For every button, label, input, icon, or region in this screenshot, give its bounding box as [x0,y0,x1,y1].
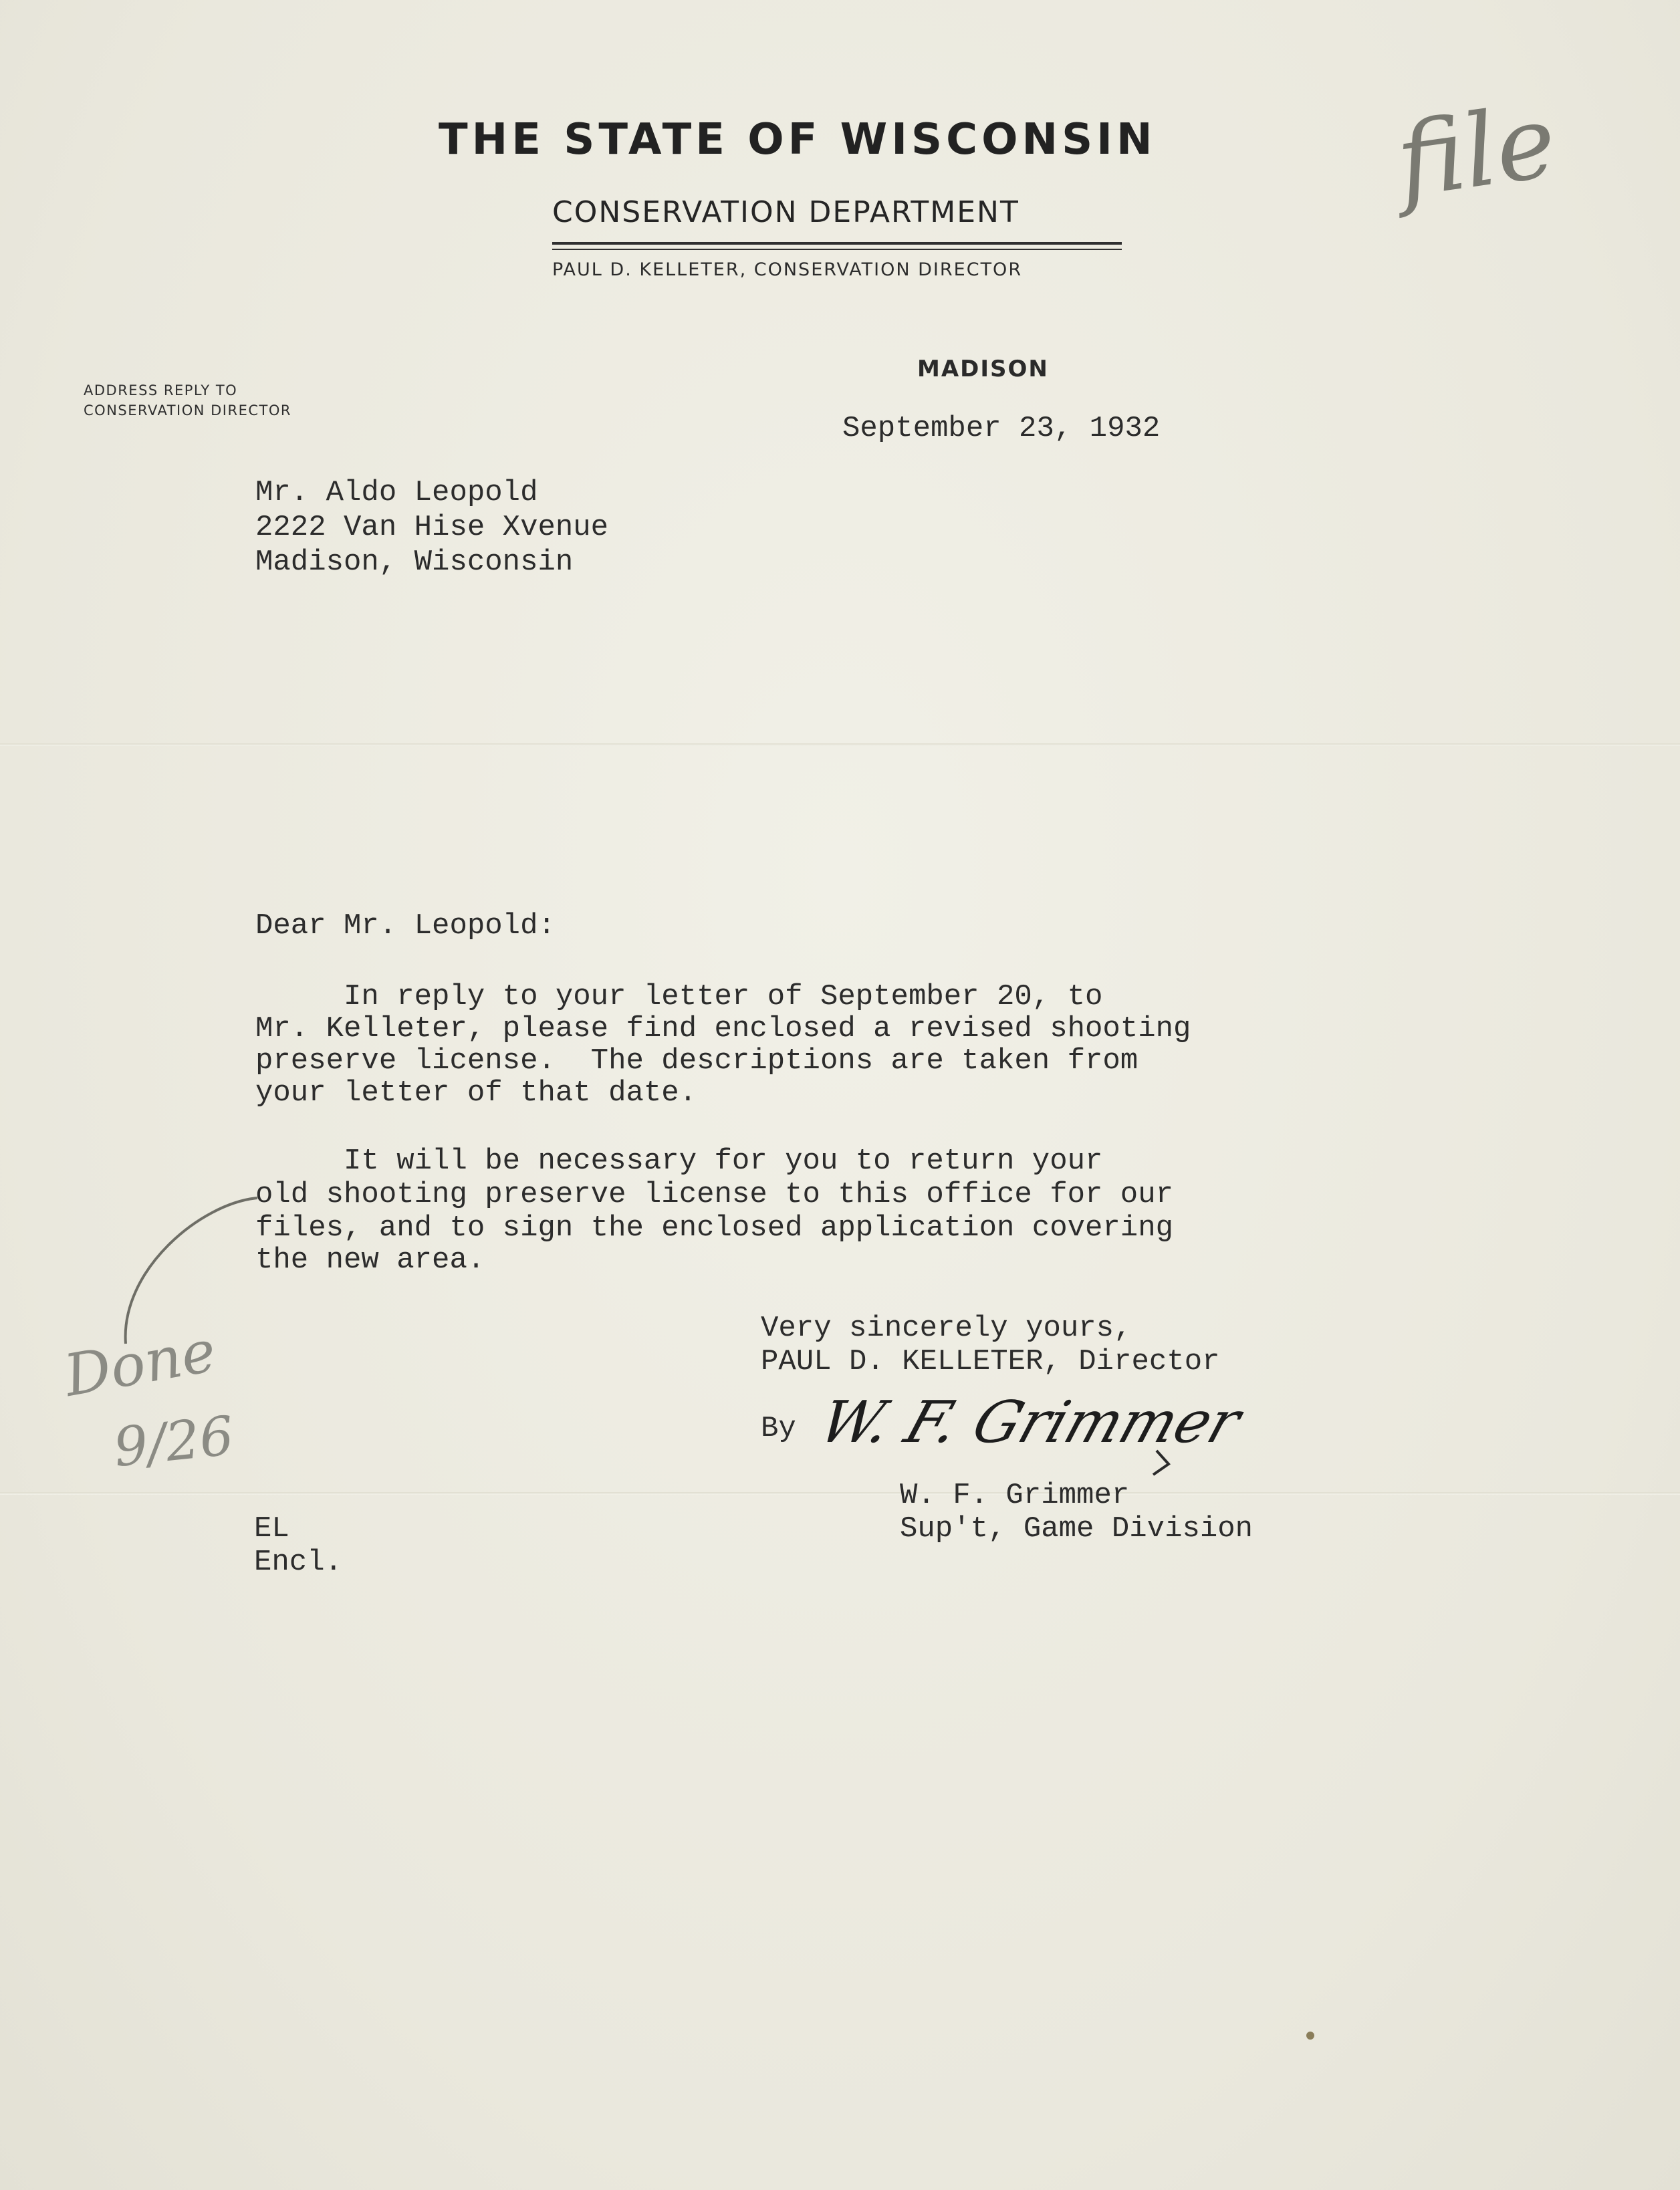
signer-title: Sup't, Game Division [900,1512,1253,1546]
body-line: files, and to sign the enclosed application covering [255,1211,1174,1245]
salutation: Dear Mr. Leopold: [255,909,556,943]
body-line: In reply to your letter of September 20, to [255,980,1103,1013]
letterhead-department: CONSERVATION DEPARTMENT [552,195,1019,229]
body-line: the new area. [255,1243,485,1277]
done-date-annotation: 9/26 [110,1404,237,1479]
body-line: preserve license. The descriptions are taken from [255,1044,1138,1078]
body-line: old shooting preserve license to this office for our [255,1178,1174,1211]
valediction: Very sincerely yours, [761,1312,1132,1345]
address-reply-label: ADDRESS REPLY TO [84,382,238,398]
body-line: It will be necessary for you to return your [255,1144,1103,1178]
handwritten-signature: W. F. Grimmer [811,1389,1249,1456]
signature-by: By [761,1412,796,1445]
letter-date: September 23, 1932 [842,412,1161,445]
body-line: Mr. Kelleter, please find enclosed a revised shooting [255,1012,1191,1046]
recipient-city: Madison, Wisconsin [255,545,574,579]
signature-tick [1153,1451,1169,1475]
recipient-street: 2222 Van Hise Xvenue [255,511,609,544]
done-annotation: Done [59,1318,221,1410]
pencil-check-stroke [126,1198,257,1344]
reference-initials: EL [254,1512,289,1546]
paper-spot [1306,2032,1314,2040]
letterhead-city: MADISON [917,356,1049,382]
letterhead-director: PAUL D. KELLETER, CONSERVATION DIRECTOR [552,259,1023,280]
signer-name: W. F. Grimmer [900,1479,1130,1512]
file-annotation: file [1390,83,1563,221]
enclosure-note: Encl. [254,1546,343,1579]
body-line: your letter of that date. [255,1076,697,1110]
address-reply-label: CONSERVATION DIRECTOR [84,402,291,418]
letterhead-state: THE STATE OF WISCONSIN [439,115,1157,164]
recipient-name: Mr. Aldo Leopold [255,476,538,509]
signatory-director: PAUL D. KELLETER, Director [761,1345,1220,1378]
